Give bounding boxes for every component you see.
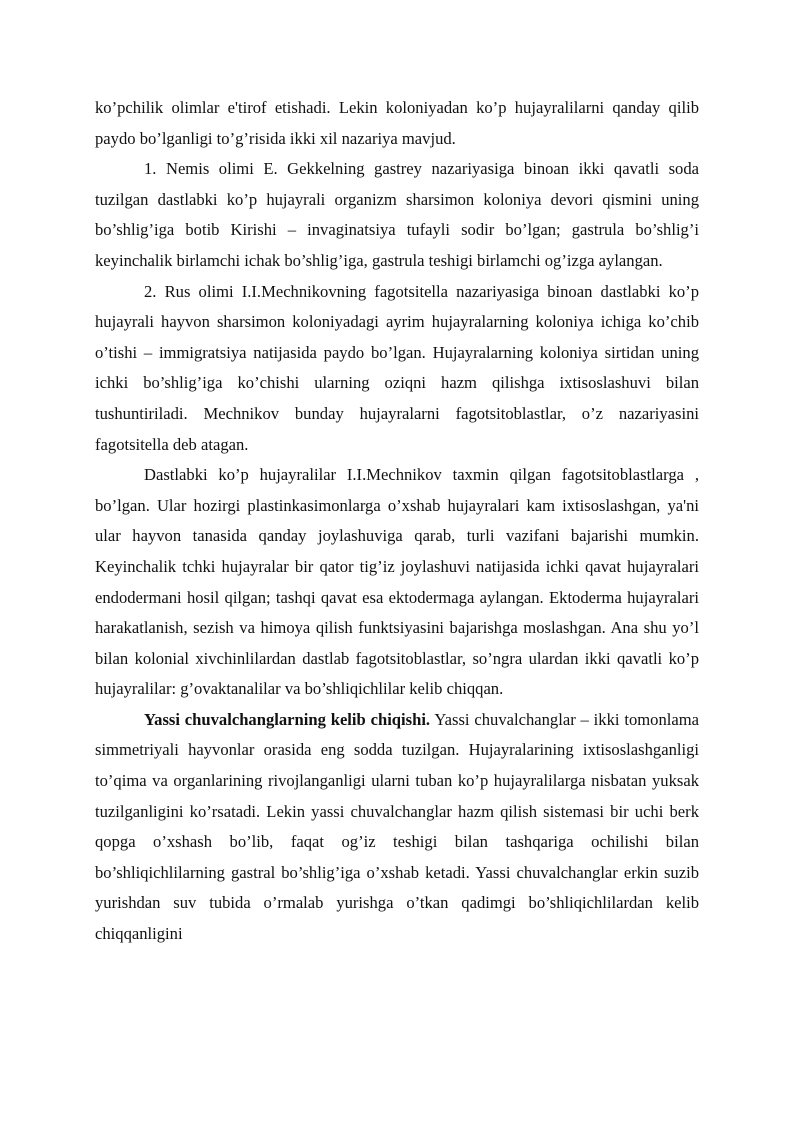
document-page	[95, 93, 699, 950]
paragraph-first-multicellular: Dastlabki ko’p hujayralilar I.I.Mechnikov taxmin qilgan fagotsitoblastlarga , bo’lgan. Ular hozirgi plastinkasimonlarga o’xshab hujayralari kam ixtisoslashgan, ya'ni ular hayvon tanasida qanday joylashuviga qarab, turli vazifani bajarishi mumkin. Keyinchalik tchki hujayralar bir qator tig’iz joylashuvi natijasida ichki qavat hujayralari endodermani hosil qilgan; tashqi qavat esa ektodermaga aylangan. Ektoderma hujayralari harakatlanish, sezish va himoya qilish funktsiyasini bajarishga moslashgan. Ana shu yo’l bilan kolonial xivchinlilardan dastlab fagotsitoblastlar, so’ngra ulardan ikki qavatli ko’p hujayralilar: g’ovaktanalilar va bo’shliqichlilar kelib chiqqan.	[95, 465, 699, 699]
paragraph-flatworm-text: Yassi chuvalchanglar – ikki tomonlama simmetriyali hayvonlar orasida eng sodda tuzilgan. Hujayralarining ixtisoslashganligi to’qima va organlarining rivojlanganligi ularni tuban ko’p hujayralilarga nisbatan yuksak tuzilganligini ko’rsatadi. Lekin yassi chuvalchanglar hazm qilish sistemasi bir uchi berk qopga o’xshash bo’lib, faqat og’iz teshigi bilan tashqariga ochilishi bilan bo’shliqichlilarning gastral bo’shlig’iga o’xshab ketadi. Yassi chuvalchanglar erkin suzib yurishdan suv tubida o’rmalab yurishga o’tkan qadimgi bo’shliqichlilardan kelib chiqqanligini	[95, 709, 699, 944]
paragraph-intro: ko’pchilik olimlar e'tirof etishadi. Lekin koloniyadan ko’p hujayralilarni qanday qilib paydo bo’lganligi to’g’risida ikki xil nazariya mavjud.	[95, 98, 699, 148]
paragraph-flatworm-origin	[95, 705, 699, 950]
section-heading: Yassi chuvalchanglarning kelib chiqishi.	[144, 709, 431, 729]
paragraph-phagocytella-theory: 2. Rus olimi I.I.Mechnikovning fagotsitella nazariyasiga binoan dastlabki ko’p hujayrali hayvon sharsimon koloniyadagi ayrim hujayralarning koloniya ichiga ko’chib o’tishi – immigratsiya natijasida paydo bo’lgan. Hujayralarning koloniya sirtidan uning ichki bo’shlig’iga ko’chishi ularning oziqni hazm qilishga ixtisoslashuvi bilan tushuntiriladi. Mechnikov bunday hujayralarni fagotsitoblastlar, o’z nazariyasini fagotsitella deb atagan.	[95, 281, 699, 454]
paragraph-gastrea-theory: 1. Nemis olimi E. Gekkelning gastrey nazariyasiga binoan ikki qavatli soda tuzilgan dastlabki ko’p hujayrali organizm sharsimon koloniya devori qismini uning bo’shlig’iga botib Kirishi – invaginatsiya tufayli sodir bo’lgan; gastrula bo’shlig’i keyinchalik birlamchi ichak bo’shlig’iga, gastrula teshigi birlamchi og’izga aylangan.	[95, 159, 699, 270]
